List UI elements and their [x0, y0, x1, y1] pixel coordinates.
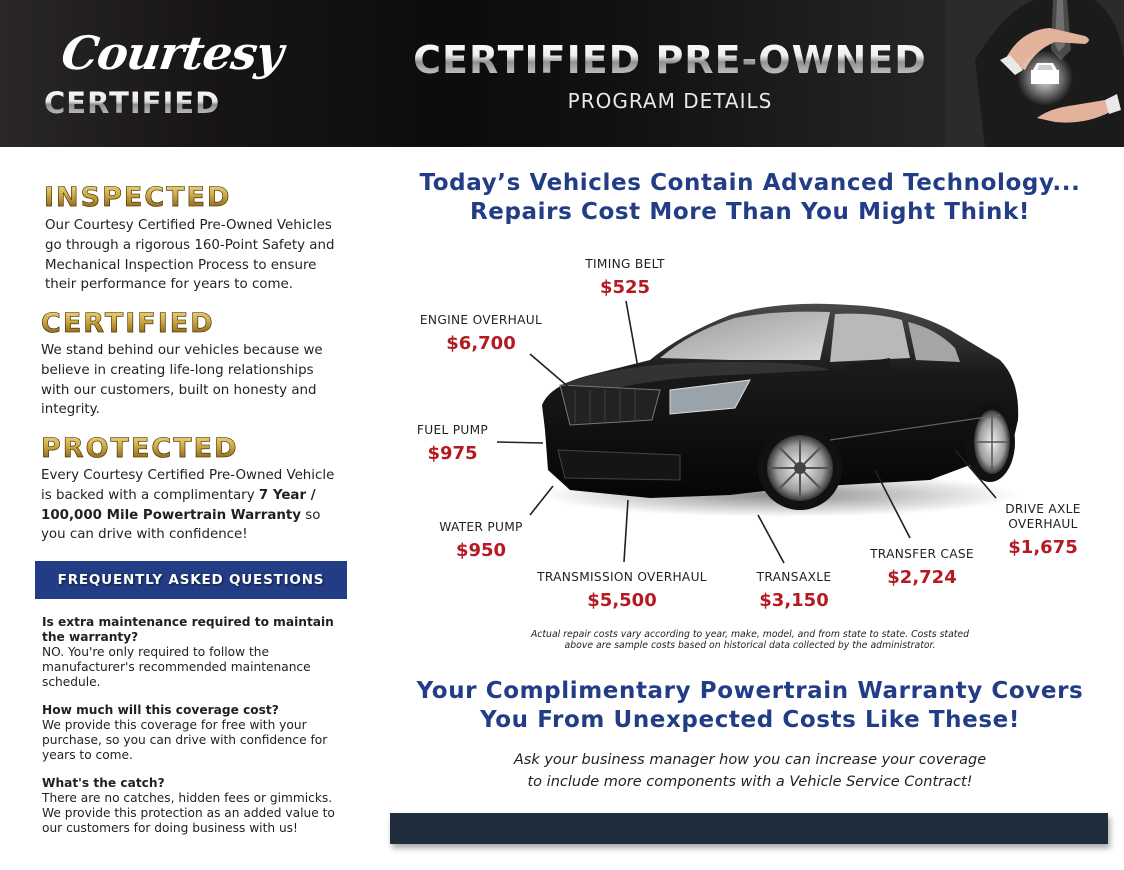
faq-answer: We provide this coverage for free with your purchase, so you can drive with confidence for years to come. [42, 718, 328, 762]
disclaimer-line-1: Actual repair costs vary according to year, make, model, and from state to state. Costs stated [530, 629, 970, 640]
cost-callout-transmission-overhaul [527, 570, 717, 611]
faq-banner-label: FREQUENTLY ASKED QUESTIONS [57, 572, 325, 588]
hands-protecting-car-icon [945, 0, 1124, 147]
page-title: CERTIFIED PRE-OWNED [380, 38, 960, 82]
logo-certified: CERTIFIED [44, 86, 221, 120]
section-body-inspected: Our Courtesy Certified Pre-Owned Vehicles go through a rigorous 160-Point Safety and Mechanical Inspection Process to ensure their performance for years to come. [45, 218, 335, 293]
cost-label: TRANSMISSION OVERHAUL [537, 570, 707, 584]
cost-label: TIMING BELT [585, 257, 665, 271]
footer-bar [390, 813, 1108, 844]
headline-warranty [390, 677, 1110, 735]
cost-callout-transaxle [744, 570, 844, 611]
disclaimer-line-2: above are sample costs based on historical data collected by the administrator. [564, 640, 936, 651]
section-title-inspected: INSPECTED [44, 182, 232, 213]
section-body-certified: We stand behind our vehicles because we believe in creating life-long relationships with our customers, built on honesty and integrity. [41, 343, 323, 418]
faq-question: What's the catch? [42, 776, 165, 790]
cost-value: $3,150 [759, 590, 829, 611]
cost-value: $2,724 [887, 567, 957, 588]
car-image [530, 290, 1030, 520]
service-contract-note [440, 749, 1060, 793]
protected-text-pre: Every Courtesy Certified Pre-Owned Vehicle is backed with a complimentary [41, 468, 335, 503]
faq-answer: There are no catches, hidden fees or gimmicks. We provide this protection as an added value to our customers for doing business with us! [42, 791, 335, 835]
cost-callout-engine-overhaul [405, 313, 557, 354]
section-body-protected [41, 466, 345, 545]
faq-item [42, 703, 347, 763]
protected-text-post: so you can drive with confidence! [41, 507, 321, 543]
faq-banner [35, 561, 347, 599]
cost-callout-transfer-case [858, 547, 986, 588]
ask-line-1: Ask your business manager how you can increase your coverage [513, 752, 987, 768]
cost-callout-drive-axle-overhaul [990, 502, 1096, 558]
disclaimer [500, 629, 1000, 651]
faq-question: How much will this coverage cost? [42, 703, 279, 717]
cost-label: TRANSFER CASE [870, 547, 974, 561]
header-banner [0, 0, 1124, 147]
cost-value: $5,500 [587, 590, 657, 611]
cost-value: $6,700 [446, 333, 516, 354]
cost-label: TRANSAXLE [756, 570, 832, 584]
cost-value: $975 [427, 443, 478, 464]
logo-script: Courtesy [58, 26, 286, 80]
faq-item [42, 615, 347, 690]
ask-line-2: to include more components with a Vehicle Service Contract! [527, 774, 973, 790]
warranty-line-2: You From Unexpected Costs Like These! [480, 707, 1020, 733]
page-subtitle: PROGRAM DETAILS [567, 89, 773, 113]
headline-repairs [390, 169, 1110, 227]
headline-line-2: Repairs Cost More Than You Might Think! [469, 199, 1031, 225]
cost-value: $950 [455, 540, 507, 561]
faq-item [42, 776, 347, 836]
cost-value: $525 [599, 277, 651, 298]
warranty-highlight: 7 Year / 100,000 Mile Powertrain Warranty [41, 487, 316, 523]
section-title-certified: CERTIFIED [41, 308, 215, 339]
warranty-line-1: Your Complimentary Powertrain Warranty Covers [416, 678, 1084, 704]
cost-callout-timing-belt [565, 257, 685, 298]
cost-label: OVERHAUL [1008, 517, 1078, 531]
section-title-protected: PROTECTED [41, 433, 239, 464]
cost-label: WATER PUMP [439, 520, 523, 534]
cost-label: ENGINE OVERHAUL [419, 313, 543, 327]
cost-label: DRIVE AXLE [1005, 502, 1081, 516]
cost-callout-water-pump [426, 520, 536, 561]
faq-answer: NO. You're only required to follow the manufacturer's recommended maintenance schedule. [42, 645, 311, 689]
headline-line-1: Today’s Vehicles Contain Advanced Technology... [419, 170, 1081, 196]
cost-label: FUEL PUMP [416, 423, 489, 437]
cost-callout-fuel-pump [405, 423, 500, 464]
cost-value: $1,675 [1008, 537, 1078, 558]
faq-question: Is extra maintenance required to maintain the warranty? [42, 615, 334, 644]
